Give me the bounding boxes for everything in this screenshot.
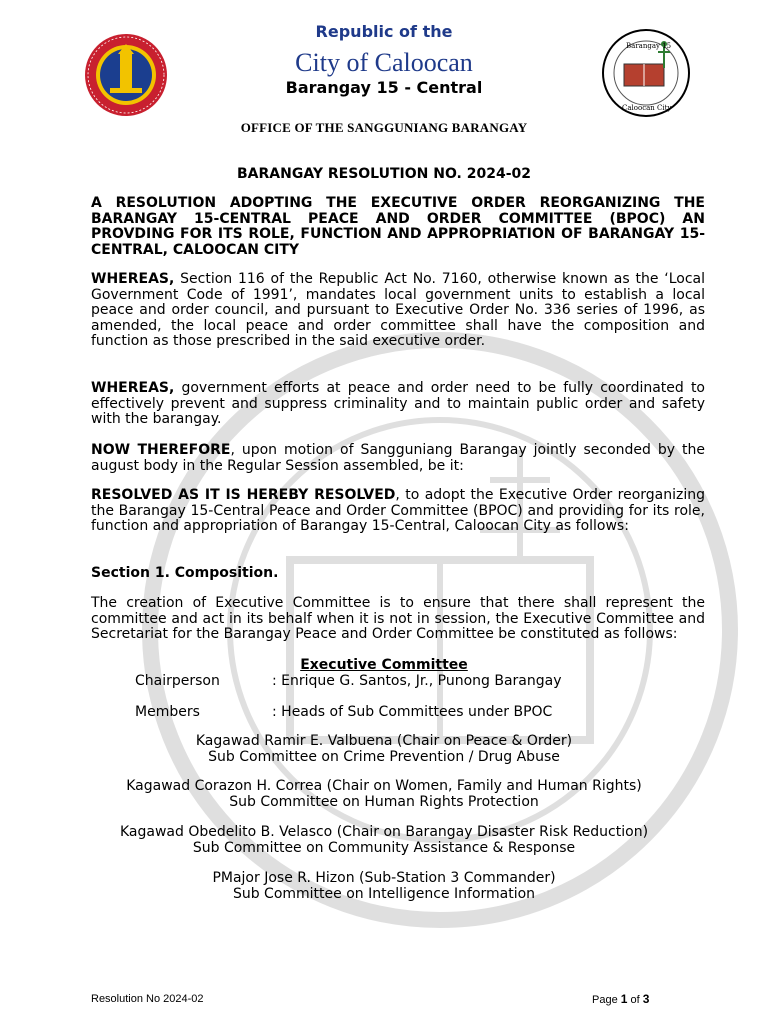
republic-heading: Republic of the (315, 22, 453, 41)
page-total: 3 (642, 992, 650, 1006)
resolved-text: , to adopt the Executive Order reorganizing the Barangay 15-Central Peace and Order Committee (BPOC) and providing for its role, function and appropriation of Barangay 15-Central, Caloocan City as follows: (91, 487, 705, 535)
resolved-paragraph (91, 488, 705, 535)
svg-text:Caloocan City: Caloocan City (622, 104, 672, 112)
now-therefore-paragraph (91, 443, 705, 474)
city-heading: City of Caloocan (295, 48, 473, 77)
members-value: : Heads of Sub Committees under BPOC (272, 704, 553, 720)
now-therefore-text: , upon motion of Sangguniang Barangay jointly seconded by the august body in the Regular Session assembled, be it: (91, 442, 705, 474)
section-1-text: The creation of Executive Committee is to ensure that there shall represent the committee and act in its behalf when it is not in session, the Executive Committee and Secretariat for the Barangay Peace and Order Committee be constituted as follows: (91, 595, 705, 643)
subcommittee-name: Sub Committee on Crime Prevention / Drug Abuse (208, 748, 560, 765)
office-heading: OFFICE OF THE SANGGUNIANG BARANGAY (240, 120, 528, 135)
subcommittee-head: Kagawad Corazon H. Correa (Chair on Women, Family and Human Rights) (126, 778, 642, 794)
footer-resolution-label: Resolution No 2024-02 (91, 993, 204, 1005)
subcommittee-head: PMajor Jose R. Hizon (Sub-Station 3 Commander) (212, 870, 556, 886)
chairperson-value: : Enrique G. Santos, Jr., Punong Barangay (272, 673, 562, 689)
resolved-lead: RESOLVED AS IT IS HEREBY RESOLVED (91, 487, 396, 503)
footer-page-number (592, 992, 649, 1006)
subcommittee-item (0, 734, 768, 765)
subcommittee-item (0, 779, 768, 810)
subcommittee-name: Sub Committee on Intelligence Information (232, 885, 536, 902)
members-label: Members (135, 704, 200, 720)
section-1-heading: Section 1. Composition. (91, 565, 279, 581)
whereas-text: Section 116 of the Republic Act No. 7160, otherwise known as the ‘Local Government Code of 1991’, mandates local government units to establish a local peace and order council, and pursuant to Executive Order No. 336 series of 1996, as amended, the local peace and order committee shall have the composition and function as those prescribed in the said executive order. (91, 271, 705, 350)
resolution-title: A RESOLUTION ADOPTING THE EXECUTIVE ORDER REORGANIZING THE BARANGAY 15-CENTRAL PEACE AND ORDER COMMITTEE (BPOC) AN PROVDING FOR ITS ROLE, FUNCTION AND APPROPRIATION OF BARANGAY 15-CENTRAL, CALOOCAN CITY (91, 195, 705, 258)
barangay-heading: Barangay 15 - Central (285, 78, 483, 97)
subcommittee-name: Sub Committee on Community Assistance & Response (192, 839, 576, 856)
subcommittee-item (0, 871, 768, 902)
whereas-paragraph-1 (91, 272, 705, 350)
page-mid: of (627, 994, 643, 1006)
whereas-lead: WHEREAS, (91, 380, 175, 396)
chairperson-label: Chairperson (135, 673, 220, 689)
subcommittee-head: Kagawad Obedelito B. Velasco (Chair on Barangay Disaster Risk Reduction) (119, 824, 649, 840)
whereas-lead: WHEREAS, (91, 271, 175, 287)
now-therefore-lead: NOW THEREFORE (91, 442, 231, 458)
subcommittee-head: Kagawad Ramir E. Valbuena (Chair on Peace & Order) (195, 733, 573, 749)
whereas-text: government efforts at peace and order need to be fully coordinated to effectively prevent and suppress criminality and to maintain public order and safety with the barangay. (91, 380, 705, 428)
resolution-number: BARANGAY RESOLUTION NO. 2024-02 (237, 166, 531, 182)
page-prefix: Page (592, 994, 621, 1006)
svg-text:Barangay 15: Barangay 15 (626, 42, 672, 50)
whereas-paragraph-2 (91, 381, 705, 428)
executive-committee-heading: Executive Committee (300, 657, 468, 673)
page-current: 1 (620, 992, 628, 1006)
subcommittee-name: Sub Committee on Human Rights Protection (229, 793, 539, 810)
subcommittee-item (0, 825, 768, 856)
